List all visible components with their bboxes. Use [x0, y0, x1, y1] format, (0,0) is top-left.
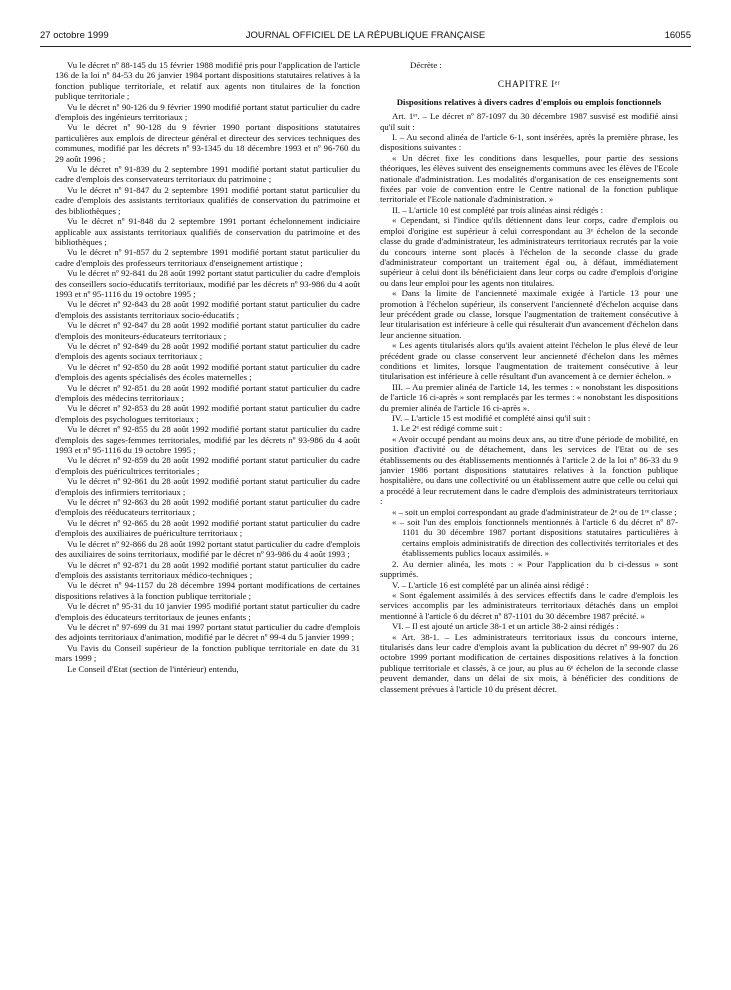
chapter-heading: CHAPITRE Iᵉʳ [497, 80, 561, 91]
paragraph: Vu le décret nº 91-847 du 2 septembre 1991 modifié portant statut particulier du cadre d'emplois des assistants territoriaux qualifiés de conservation du patrimoine et des bibliothèques ; [55, 184, 360, 216]
paragraph: Vu le décret nº 91-848 du 2 septembre 1991 portant échelonnement indiciaire applicable aux assistants territoriaux qualifiés de conservation du patrimoine et des bibliothèques ; [55, 216, 360, 247]
paragraph: Vu le décret nº 95-31 du 10 janvier 1995 modifié portant statut particulier du cadre d'emplois des éducateurs territoriaux de jeunes enfants ; [55, 601, 360, 622]
paragraph: II. – L'article 10 est complété par trois alinéas ainsi rédigés : [392, 204, 604, 215]
paragraph: Le Conseil d'Etat (section de l'intérieur) entendu, [67, 663, 239, 674]
right-column [380, 60, 678, 694]
paragraph: « Cependant, si l'indice qu'ils détiennent dans leur corps, cadre d'emplois ou emploi d'origine est supérieur à celui correspondant au 3ᵉ échelon de la seconde classe du grade d'administrateur, les administrateurs territoriaux recrutés par la voie du concours interne sont placés à l'échelon de la seconde classe du grade d'administrateur comportant un traitement égal ou, à défaut, immédiatement supérieur à celui dont ils bénéficiaient dans leur corps ou cadre d'emplois d'origine ou dans leur emploi pour les agents non titulaires. [380, 215, 678, 288]
paragraph: Vu le décret nº 92-855 du 28 août 1992 modifié portant statut particulier du cadre d'emplois des sages-femmes territoriales, modifié par les décrets nº 93-986 du 4 août 1993 et nº 95-1116 du 19 octobre 1995 ; [55, 424, 360, 456]
paragraph: Art. 1ᵉʳ. – Le décret nº 87-1097 du 30 décembre 1987 susvisé est modifié ainsi qu'il suit : [380, 111, 678, 132]
paragraph: Vu le décret nº 94-1157 du 28 décembre 1994 portant modifications de certaines dispositions relatives à la fonction publique territoriale ; [55, 580, 360, 601]
paragraph: Vu le décret nº 90-128 du 9 février 1990 portant dispositions statutaires particulières aux emplois de directeur général et directeur des services techniques des communes, modifié par les décrets nº 93-1345 du 18 décembre 1993 et nº 96-760 du 29 août 1996 ; [55, 122, 360, 164]
journal-title: JOURNAL OFFICIEL DE LA RÉPUBLIQUE FRANÇAISE [245, 30, 486, 41]
paragraph: Vu le décret nº 97-699 du 31 mai 1997 portant statut particulier du cadre d'emplois des adjoints territoriaux d'animation, modifié par le décret nº 99-4 du 5 janvier 1999 ; [55, 621, 360, 643]
list-item: « – soit un emploi correspondant au grade d'administrateur de 2ᵉ ou de 1ʳᵉ classe ; [392, 506, 677, 517]
paragraph: 1. Le 2ᵉ est rédigé comme suit : [392, 423, 503, 434]
paragraph: Vu le décret nº 92-871 du 28 août 1992 modifié portant statut particulier du cadre d'emplois des assistants territoriaux médico-techniques ; [55, 559, 360, 580]
paragraph: Vu le décret nº 92-843 du 28 août 1992 modifié portant statut particulier du cadre d'emplois des assistants territoriaux socio-éducatifs ; [55, 299, 360, 320]
paragraph: Vu le décret nº 92-863 du 28 août 1992 modifié portant statut particulier du cadre d'emplois des rééducateurs territoriaux ; [55, 497, 360, 518]
paragraph: Vu le décret nº 92-866 du 28 août 1992 portant statut particulier du cadre d'emplois des auxiliaires de soins territoriaux, modifié par le décret nº 93-986 du 4 août 1993 ; [55, 538, 360, 560]
paragraph: « Avoir occupé pendant au moins deux ans, au titre d'une période de mobilité, en position d'activité ou de détachement, dans les services de l'Etat ou de ses établissements ou des établissements mentionnés à l'article 2 de la loi nº 86-33 du 9 janvier 1986 portant dispositions statutaires relatives à la fonction publique hospitalière, ou dans une collectivité ou un établissement autre que celle ou celui qui a procédé à leur recrutement dans le cadre d'emplois des administrateurs territoriaux : [380, 433, 678, 507]
page-header [40, 30, 691, 44]
paragraph: Vu le décret nº 92-847 du 28 août 1992 modifié portant statut particulier du cadre d'emplois des moniteurs-éducateurs territoriaux ; [55, 320, 360, 341]
left-column [55, 60, 360, 674]
paragraph: IV. – L'article 15 est modifié et complété ainsi qu'il suit : [392, 413, 591, 423]
paragraph: Vu le décret nº 92-859 du 28 août 1992 modifié portant statut particulier du cadre d'emplois des puéricultrices territoriales ; [55, 455, 360, 476]
decree-intro: Décrète : [410, 60, 442, 70]
header-rule [40, 46, 691, 47]
paragraph: Vu le décret nº 90-126 du 9 février 1990 modifié portant statut particulier du cadre d'emplois des ingénieurs territoriaux ; [55, 101, 360, 123]
paragraph: Vu le décret nº 92-841 du 28 août 1992 portant statut particulier du cadre d'emplois des conseillers socio-éducatifs territoriaux, modifié par les décrets nº 93-986 du 4 août 1993 et nº 95-1116 du 19 octobre 1995 ; [55, 268, 360, 299]
paragraph: Vu le décret nº 92-850 du 28 août 1992 modifié portant statut particulier du cadre d'emplois des agents spécialisés des écoles maternelles ; [55, 361, 360, 383]
paragraph: III. – Au premier alinéa de l'article 14, les termes : « nonobstant les dispositions de l'article 16 ci-après » sont remplacés par les termes : « nonobstant les dispositions du premier alinéa de l'article 16 ci-après ». [380, 381, 678, 413]
paragraph: 2. Au dernier alinéa, les mots : « Pour l'application du b ci-dessus » sont supprimés. [380, 558, 678, 580]
paragraph: « Dans la limite de l'ancienneté maximale exigée à l'article 13 pour une promotion à l'échelon supérieur, ils conservent l'ancienneté d'échelon acquise dans leur précédent grade ou classe, lorsque l'augmentation de traitement consécutive à leur titularisation est inférieure à celle qui résulterait d'un avancement d'échelon dans leur ancienne situation. [380, 288, 678, 340]
paragraph: I. – Au second alinéa de l'article 6-1, sont insérées, après la première phrase, les dispositions suivantes : [380, 132, 678, 153]
paragraph: Vu le décret nº 88-145 du 15 février 1988 modifié pris pour l'application de l'article 136 de la loi nº 84-53 du 26 janvier 1984 portant dispositions statutaires relatives à la fonction publique territoriale, et relatif aux agents non titulaires de la fonction publique territoriale ; [55, 60, 360, 102]
list-item: « – soit l'un des emplois fonctionnels mentionnés à l'article 6 du décret nº 87-1101 du 30 décembre 1987 portant dispositions statutaires particulières à certains emplois administratifs de direction des collectivités territoriales et des établissements publics locaux assimilés. » [392, 517, 678, 559]
paragraph: VI. – Il est ajouté un article 38-1 et un article 38-2 ainsi rédigés : [392, 621, 619, 632]
paragraph: V. – L'article 16 est complété par un alinéa ainsi rédigé : [392, 579, 589, 590]
chapter-title: Dispositions relatives à divers cadres d'emplois ou emplois fonctionnels [396, 96, 662, 107]
paragraph: Vu le décret nº 92-851 du 28 août 1992 modifié portant statut particulier du cadre d'emplois des médecins territoriaux ; [55, 382, 360, 403]
paragraph: Vu le décret nº 92-865 du 28 août 1992 modifié portant statut particulier du cadre d'emplois des auxiliaires de puériculture territoriaux ; [55, 517, 360, 539]
paragraph: « Art. 38-1. – Les administrateurs territoriaux issus du concours interne, titularisés dans leur cadre d'emplois avant la publication du décret nº 99-907 du 26 octobre 1999 portant modification de certaines dispositions relatives à la fonction publique territoriale et classés, à ce jour, au plus au 6ᵉ échelon de la seconde classe peuvent demander, dans un délai de six mois, à bénéficier des conditions de classement prévues à l'article 10 du présent décret. [380, 631, 678, 694]
paragraph: « Sont également assimilés à des services effectifs dans le cadre d'emplois les services accomplis par les administrateurs territoriaux détachés dans un emploi mentionné à l'article 6 du décret nº 87-1101 du 30 décembre 1987 précité. » [380, 589, 678, 621]
paragraph: Vu l'avis du Conseil supérieur de la fonction publique territoriale en date du 31 mars 1999 ; [55, 642, 360, 664]
paragraph: Vu le décret nº 92-861 du 28 août 1992 modifié portant statut particulier du cadre d'emplois des infirmiers territoriaux ; [55, 476, 360, 497]
page-number: 16055 [664, 30, 691, 41]
paragraph: Vu le décret nº 92-849 du 28 août 1992 modifié portant statut particulier du cadre d'emplois des agents sociaux territoriaux ; [55, 340, 360, 362]
paragraph: Vu le décret nº 91-857 du 2 septembre 1991 modifié portant statut particulier du cadre d'emplois des professeurs territoriaux d'enseignement artistique ; [55, 247, 360, 268]
paragraph: Vu le décret nº 91-839 du 2 septembre 1991 modifié portant statut particulier du cadre d'emplois des conservateurs territoriaux du patrimoine ; [55, 164, 360, 185]
paragraph: « Un décret fixe les conditions dans lesquelles, pour partie des sessions théoriques, les élèves suivent des enseignements communs avec les élèves de l'Ecole nationale d'administration. Les modalités d'organisation de ces enseignements sont fixées par voie de convention entre le Centre national de la fonction publique territoriale et l'Ecole nationale d'administration. » [380, 152, 678, 205]
paragraph: Vu le décret nº 92-853 du 28 août 1992 modifié portant statut particulier du cadre d'emplois des psychologues territoriaux ; [55, 403, 360, 424]
issue-date: 27 octobre 1999 [40, 30, 109, 41]
paragraph: « Les agents titularisés alors qu'ils avaient atteint l'échelon le plus élevé de leur précédent grade ou classe conservent leur ancienneté d'échelon dans les mêmes conditions et limites, lorsque l'augmentation de traitement consécutive à leur titularisation est inférieure à celle résultant d'un avancement à ce dernier échelon. » [380, 340, 678, 382]
